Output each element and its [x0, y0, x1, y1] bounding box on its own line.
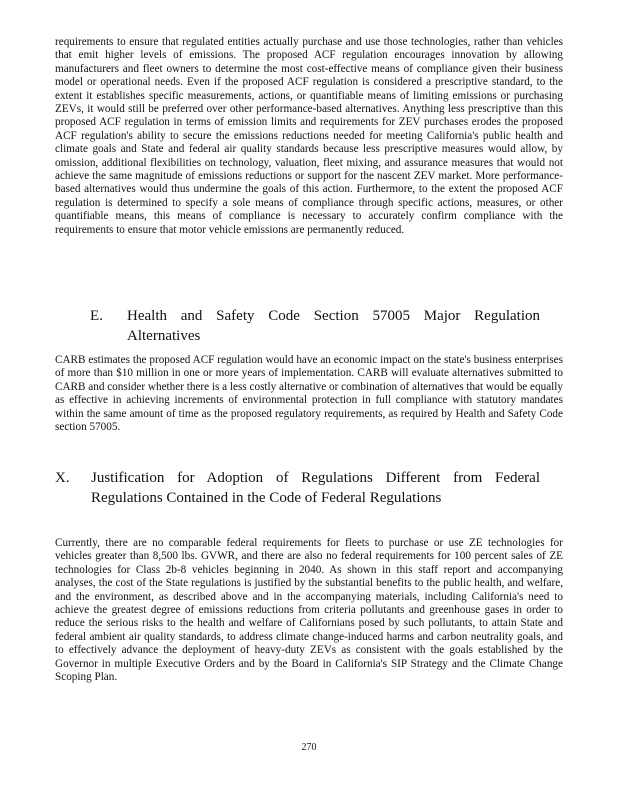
section-heading-x [55, 468, 540, 528]
paragraph-federal-justification: Currently, there are no comparable federal requirements for fleets to purchase or use ZE technologies for vehicles greater than 8,500 lbs. GVWR, and there are also no federal requirements for 100 percent sales of ZE technologies for Class 2b-8 vehicles beginning in 2040. As shown in this staff report and accompanying analyses, the cost of the State regulations is justified by the substantial benefits to the public health, and welfare, and the environment, as described above and in the accompanying materials, including California's need to achieve the greatest degree of emissions reductions from criteria pollutants and greenhouse gases in order to reduce the serious risks to the health and welfare of Californians posed by such pollutants, to attain State and federal ambient air quality standards, to address climate change-induced harms and carbon neutrality goals, and to effectively advance the deployment of heavy-duty ZEVs as consistent with the goals established by the Governor in multiple Executive Orders and by the Board in California's SIP Strategy and the Climate Change Scoping Plan. [55, 537, 563, 684]
paragraph-major-regulation-alternatives: CARB estimates the proposed ACF regulation would have an economic impact on the state's business enterprises of more than $10 million in one or more years of implementation. CARB will evaluate alternatives submitted to CARB and consider whether there is a less costly alternative or combination of alternatives that would be equally as effective in achieving increments of environmental protection in full compliance with statutory mandates within the same amount of time as the proposed regulatory requirements, as required by Health and Safety Code section 57005. [55, 354, 563, 434]
section-title-x: Justification for Adoption of Regulations Different from Federal Regulations Contained in the Code of Federal Regulations [91, 470, 540, 506]
section-label-x: X. [55, 470, 70, 486]
section-label-e: E. [90, 308, 103, 324]
section-title-e: Health and Safety Code Section 57005 Major Regulation Alternatives [127, 308, 540, 344]
page-number: 270 [301, 742, 317, 753]
paragraph-acf-prescriptive-standards: requirements to ensure that regulated entities actually purchase and use those technologies, rather than vehicles that emit higher levels of emissions. The proposed ACF regulation encourages innovation by allowing manufacturers and fleet owners to determine the most cost-effective means of compliance given their business model or operational needs. Even if the proposed ACF regulation is considered a prescriptive standard, to the extent it establishes specific measurements, actions, or quantifiable means of limiting emissions or purchasing ZEVs, it would still be preferred over other performance-based alternatives. Anything less prescriptive than this proposed ACF regulation in terms of emission limits and requirements for ZEV purchases erodes the proposed ACF regulation's ability to secure the emissions reductions needed for meeting California's public health and climate goals and State and federal air quality standards because less prescriptive measures would allow, by omission, additional flexibilities on technology, valuation, fleet mixing, and assurance measures that would not achieve the same magnitude of emissions reductions or support for the nascent ZEV market. More performance-based alternatives would thus undermine the goals of this action. Furthermore, to the extent the proposed ACF regulation is determined to specify a sole means of compliance through specific actions, measures, or other quantifiable means, this means of compliance is necessary to accurately confirm compliance with the requirements to ensure that motor vehicle emissions are permanently reduced. [55, 36, 563, 236]
section-heading-e [90, 306, 540, 346]
